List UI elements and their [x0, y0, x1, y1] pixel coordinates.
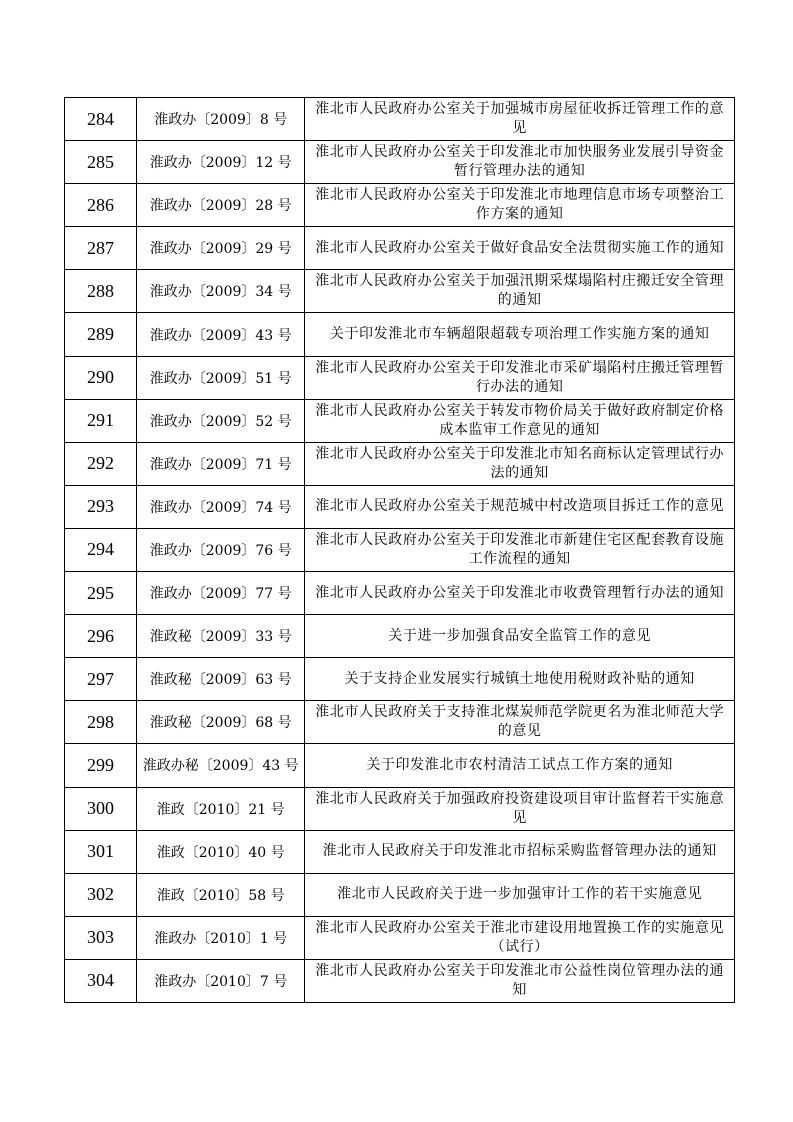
- document-code: 淮政〔2010〕58 号: [137, 873, 305, 916]
- document-code: 淮政办〔2010〕1 号: [137, 916, 305, 959]
- table-row: [65, 744, 735, 787]
- row-number: 286: [65, 184, 137, 227]
- document-title: 淮北市人民政府办公室关于加强汛期采煤塌陷村庄搬迁安全管理的通知: [305, 270, 735, 313]
- table-row: [65, 528, 735, 571]
- row-number: 293: [65, 485, 137, 528]
- document-code: 淮政办〔2009〕8 号: [137, 98, 305, 141]
- document-code: 淮政秘〔2009〕63 号: [137, 658, 305, 701]
- document-title: 淮北市人民政府办公室关于印发淮北市采矿塌陷村庄搬迁管理暂行办法的通知: [305, 356, 735, 399]
- document-title: 关于印发淮北市车辆超限超载专项治理工作实施方案的通知: [305, 313, 735, 356]
- row-number: 287: [65, 227, 137, 270]
- table-body: [65, 98, 735, 1003]
- document-code: 淮政秘〔2009〕33 号: [137, 615, 305, 658]
- row-number: 303: [65, 916, 137, 959]
- row-number: 295: [65, 572, 137, 615]
- document-title: 淮北市人民政府办公室关于印发淮北市收费管理暂行办法的通知: [305, 572, 735, 615]
- document-title: 淮北市人民政府关于进一步加强审计工作的若干实施意见: [305, 873, 735, 916]
- document-code: 淮政办〔2009〕52 号: [137, 399, 305, 442]
- document-code: 淮政〔2010〕21 号: [137, 787, 305, 830]
- document-code: 淮政办〔2009〕12 号: [137, 141, 305, 184]
- document-code: 淮政办〔2009〕71 号: [137, 442, 305, 485]
- table-row: [65, 830, 735, 873]
- document-title: 淮北市人民政府办公室关于淮北市建设用地置换工作的实施意见（试行）: [305, 916, 735, 959]
- row-number: 284: [65, 98, 137, 141]
- row-number: 297: [65, 658, 137, 701]
- document-code: 淮政办〔2009〕77 号: [137, 572, 305, 615]
- document-title: 淮北市人民政府办公室关于印发淮北市新建住宅区配套教育设施工作流程的通知: [305, 528, 735, 571]
- document-title: 淮北市人民政府办公室关于印发淮北市加快服务业发展引导资金暂行管理办法的通知: [305, 141, 735, 184]
- row-number: 302: [65, 873, 137, 916]
- row-number: 292: [65, 442, 137, 485]
- table-row: [65, 658, 735, 701]
- document-title: 淮北市人民政府关于支持淮北煤炭师范学院更名为淮北师范大学的意见: [305, 701, 735, 744]
- table-row: [65, 959, 735, 1002]
- document-title: 淮北市人民政府办公室关于印发淮北市地理信息市场专项整治工作方案的通知: [305, 184, 735, 227]
- document-title: 淮北市人民政府关于加强政府投资建设项目审计监督若干实施意见: [305, 787, 735, 830]
- document-code: 淮政办〔2009〕28 号: [137, 184, 305, 227]
- table-row: [65, 184, 735, 227]
- document-code: 淮政秘〔2009〕68 号: [137, 701, 305, 744]
- document-code: 淮政办秘〔2009〕43 号: [137, 744, 305, 787]
- row-number: 290: [65, 356, 137, 399]
- document-title: 关于支持企业发展实行城镇土地使用税财政补贴的通知: [305, 658, 735, 701]
- document-title: 淮北市人民政府办公室关于印发淮北市公益性岗位管理办法的通知: [305, 959, 735, 1002]
- document-code: 淮政办〔2009〕43 号: [137, 313, 305, 356]
- table-row: [65, 485, 735, 528]
- table-row: [65, 313, 735, 356]
- row-number: 288: [65, 270, 137, 313]
- row-number: 300: [65, 787, 137, 830]
- row-number: 301: [65, 830, 137, 873]
- document-title: 淮北市人民政府办公室关于加强城市房屋征收拆迁管理工作的意见: [305, 98, 735, 141]
- row-number: 298: [65, 701, 137, 744]
- document-code: 淮政〔2010〕40 号: [137, 830, 305, 873]
- table-row: [65, 270, 735, 313]
- table-row: [65, 227, 735, 270]
- row-number: 304: [65, 959, 137, 1002]
- table-row: [65, 572, 735, 615]
- document-table: [64, 97, 735, 1003]
- table-row: [65, 141, 735, 184]
- table-row: [65, 916, 735, 959]
- document-code: 淮政办〔2010〕7 号: [137, 959, 305, 1002]
- table-row: [65, 615, 735, 658]
- document-code: 淮政办〔2009〕76 号: [137, 528, 305, 571]
- table-row: [65, 399, 735, 442]
- table-row: [65, 356, 735, 399]
- document-title: 淮北市人民政府办公室关于印发淮北市知名商标认定管理试行办法的通知: [305, 442, 735, 485]
- row-number: 291: [65, 399, 137, 442]
- document-title: 关于印发淮北市农村清洁工试点工作方案的通知: [305, 744, 735, 787]
- document-title: 关于进一步加强食品安全监管工作的意见: [305, 615, 735, 658]
- row-number: 294: [65, 528, 137, 571]
- row-number: 289: [65, 313, 137, 356]
- table-row: [65, 442, 735, 485]
- row-number: 296: [65, 615, 137, 658]
- document-title: 淮北市人民政府办公室关于规范城中村改造项目拆迁工作的意见: [305, 485, 735, 528]
- table-row: [65, 873, 735, 916]
- document-title: 淮北市人民政府关于印发淮北市招标采购监督管理办法的通知: [305, 830, 735, 873]
- document-title: 淮北市人民政府办公室关于做好食品安全法贯彻实施工作的通知: [305, 227, 735, 270]
- table-row: [65, 98, 735, 141]
- table-row: [65, 701, 735, 744]
- document-code: 淮政办〔2009〕34 号: [137, 270, 305, 313]
- document-code: 淮政办〔2009〕29 号: [137, 227, 305, 270]
- document-title: 淮北市人民政府办公室关于转发市物价局关于做好政府制定价格成本监审工作意见的通知: [305, 399, 735, 442]
- row-number: 285: [65, 141, 137, 184]
- document-code: 淮政办〔2009〕51 号: [137, 356, 305, 399]
- row-number: 299: [65, 744, 137, 787]
- document-code: 淮政办〔2009〕74 号: [137, 485, 305, 528]
- table-row: [65, 787, 735, 830]
